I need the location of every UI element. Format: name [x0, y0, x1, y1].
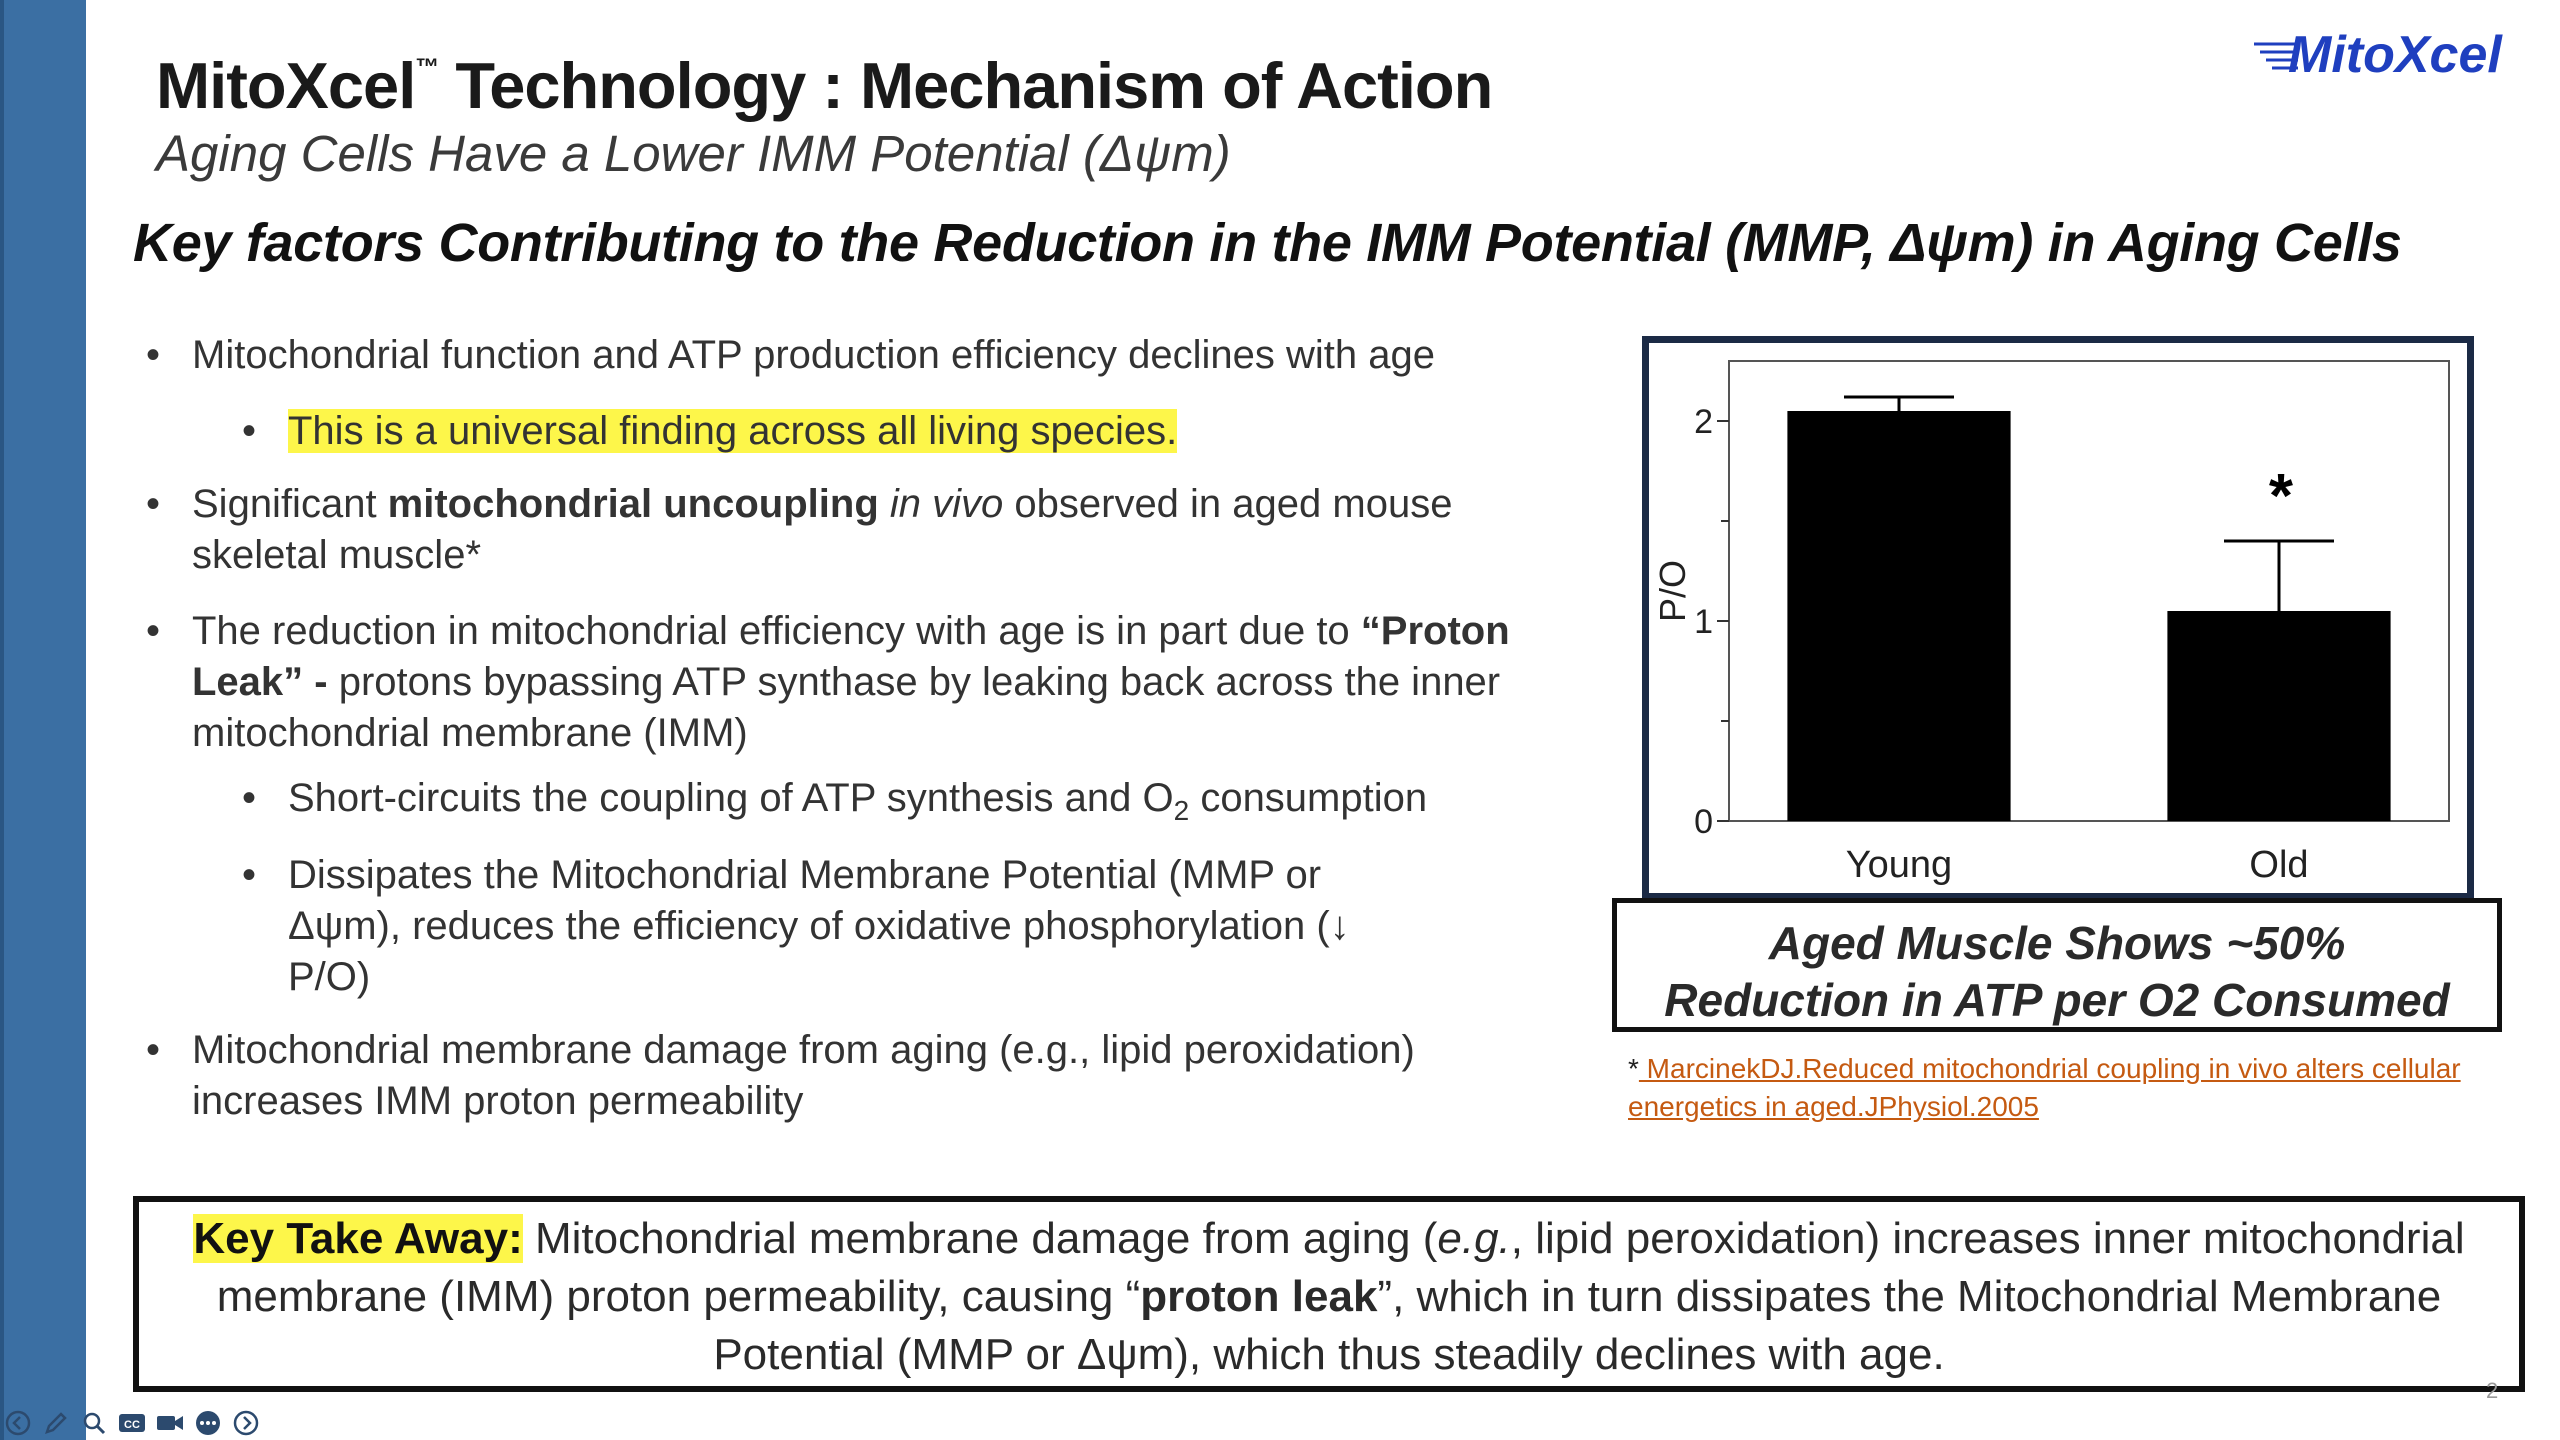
bar-young — [1787, 411, 2010, 821]
bullet-list — [146, 330, 1526, 1152]
reference-star: * — [1628, 1053, 1639, 1084]
slide-subtitle: Aging Cells Have a Lower IMM Potential (Δψm) — [156, 125, 1231, 182]
bullet-3-sub-2: • Dissipates the Mitochondrial Membrane Potential (MMP or Δψm), reduces the efficiency of oxidative phosphorylation (↓ P/O) — [242, 850, 1428, 1003]
y-axis-label: P/O — [1652, 559, 1693, 623]
bullet-3: • The reduction in mitochondrial efficiency with age is in part due to “Proton Leak” - protons bypassing ATP synthase by leaking back across the inner mitochondrial membrane (IMM) — [146, 606, 1526, 759]
presenter-toolbar — [4, 1408, 260, 1438]
bullet-1: • Mitochondrial function and ATP production efficiency declines with age — [146, 330, 1526, 381]
caption-line-1: Aged Muscle Shows ~50% — [1768, 917, 2346, 969]
back-icon[interactable] — [4, 1409, 32, 1437]
bullet-1-sub-1: • This is a universal finding across all living species. — [242, 406, 1526, 457]
chart-svg — [1649, 343, 2467, 893]
y-tick-label: 1 — [1694, 603, 1713, 641]
svg-text:MitoXcel: MitoXcel — [2288, 26, 2502, 84]
more-icon[interactable] — [194, 1409, 222, 1437]
camera-icon[interactable] — [156, 1409, 184, 1437]
bullet-4: • Mitochondrial membrane damage from aging (e.g., lipid peroxidation) increases IMM proton permeability — [146, 1025, 1526, 1127]
caption-line-2: Reduction in ATP per O2 Consumed — [1664, 974, 2450, 1026]
po-bar-chart — [1642, 336, 2474, 900]
captions-icon[interactable] — [118, 1409, 146, 1437]
significance-star: * — [2268, 462, 2294, 531]
x-tick-label: Young — [1845, 844, 1953, 886]
slide-title: MitoXcel™ Technology : Mechanism of Action — [156, 49, 1493, 122]
page-number: 2 — [2486, 1378, 2499, 1403]
takeaway-label: Key Take Away: — [193, 1214, 523, 1263]
bullet-2: • Significant mitochondrial uncoupling in vivo observed in aged mouse skeletal muscle* — [146, 479, 1526, 581]
forward-icon[interactable] — [232, 1409, 260, 1437]
y-tick-label: 2 — [1694, 403, 1713, 441]
mitoxcel-logo — [2252, 22, 2542, 84]
reference-link[interactable]: MarcinekDJ.Reduced mitochondrial coupling in vivo alters cellular energetics in aged.JPhysiol.2005 — [1628, 1053, 2461, 1122]
x-tick-label: Old — [2249, 844, 2309, 886]
pen-icon[interactable] — [42, 1409, 70, 1437]
chart-caption — [1612, 898, 2502, 1032]
svg-text:CC: CC — [124, 1419, 140, 1431]
reference-citation — [1628, 1050, 2488, 1126]
key-takeaway-box: Key Take Away: Mitochondrial membrane damage from aging (e.g., lipid peroxidation) increases inner mitochondrial membrane (IMM) proton permeability, causing “proton leak”, which in turn dissipates the Mitochondrial Membrane Potential (MMP or Δψm), which thus steadily declines with age. — [133, 1196, 2525, 1392]
bar-old — [2167, 611, 2390, 821]
bullet-3-sub-1: • Short-circuits the coupling of ATP synthesis and $O_2$ consumption — [242, 773, 1526, 836]
y-tick-label: 0 — [1694, 803, 1713, 841]
section-heading: Key factors Contributing to the Reduction in the IMM Potential (MMP, Δψm) in Aging Cells — [133, 213, 2402, 273]
left-accent-bar — [0, 0, 86, 1440]
zoom-icon[interactable] — [80, 1409, 108, 1437]
